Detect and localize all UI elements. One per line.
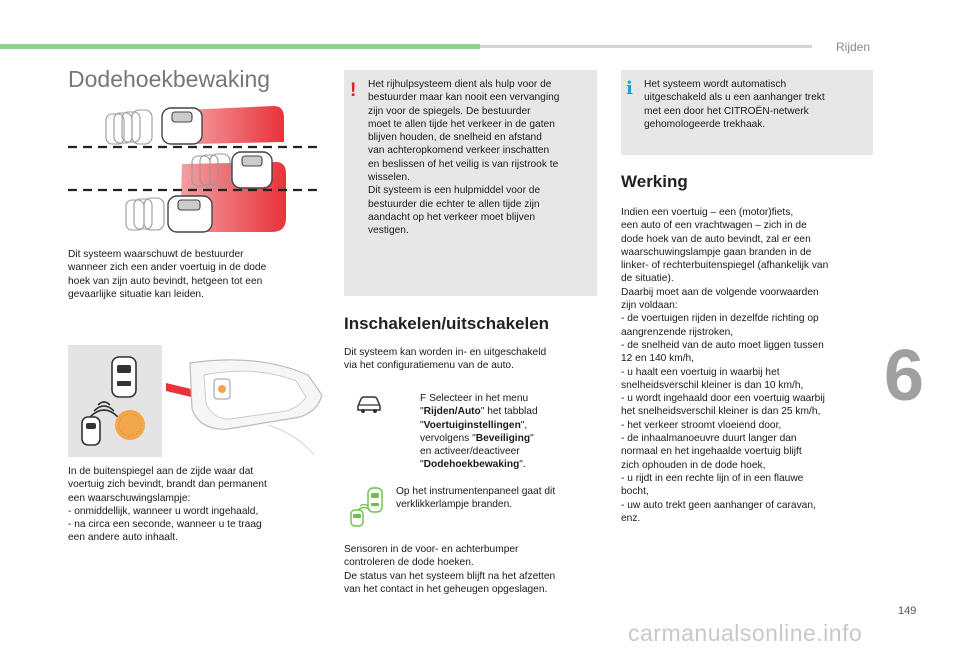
heading-werking: Werking	[621, 172, 688, 191]
submenu-name: Beveiliging	[475, 432, 531, 444]
blind-spot-illustration	[64, 100, 326, 240]
step-text-7: ".	[519, 459, 526, 471]
step-text-6: en activeer/deactiveer	[420, 446, 520, 458]
watermark: carmanualsonline.info	[628, 620, 863, 646]
info-icon: i	[626, 78, 633, 99]
step-text-5: "	[530, 432, 534, 444]
header-divider	[480, 45, 812, 48]
inschakelen-intro: Dit systeem kan worden in- en uitgeschakeld via het configuratiemenu van de auto.	[344, 347, 547, 372]
indicator-lamp-icon	[348, 486, 388, 528]
step-text-4: vervolgens "	[420, 432, 476, 444]
intro-paragraph: Dit systeem waarschuwt de bestuurder wanneer zich een ander voertuig in de dode hoek van zijn auto bevindt, hetgeen tot een gevaarlijke situatie kan leiden.	[68, 249, 267, 300]
mirror-lamp-illustration	[68, 345, 326, 457]
car-icon	[354, 394, 384, 414]
car-bottom	[126, 196, 212, 232]
warning-text: Het rijhulpsysteem dient als hulp voor de bestuurder maar kan nooit een vervanging zijn voor de spiegels. De bestuurder moet te allen tijde het verkeer in de gaten blijven houden, de snelheid en afstand van achteropkomend verkeer inschatten en beslissen of het veilig is van rijstrook te wisselen. Dit systeem is een hulpmiddel voor de bestuurder die echter te allen tijde zijn aandacht op het verkeer moet blijven vestigen.	[368, 79, 560, 237]
feature-name: Dodehoekbewaking	[423, 459, 520, 471]
step-bullet: F	[420, 393, 427, 404]
car-top	[106, 108, 202, 144]
header-accent-bar	[0, 44, 480, 49]
mirror-paragraph: In de buitenspiegel aan de zijde waar dat voertuig zich bevindt, brandt dan permanent een waarschuwingslampje: - onmiddellijk, wanneer u wordt ingehaald, - na circa een seconde, wanneer u te traag een andere auto inhaalt.	[68, 466, 267, 544]
info-text: Het systeem wordt automatisch uitgeschakeld als u een aanhanger trekt met een door het CITROËN-netwerk gehomologeerde trekhaak.	[644, 79, 825, 130]
step-select-menu: F Selecteer in het menu "Rijden/Auto" het tabblad "Voertuiginstellingen", vervolgens "Beveiliging" en activeer/deactiveer "Dodehoekbewaking".	[420, 393, 538, 471]
werking-paragraph: Indien een voertuig – een (motor)fiets, een auto of een vrachtwagen – zich in de dode hoek van de auto bevindt, zal er een waarschuwingslampje gaan branden in de linker- of rechterbuitenspiegel (afhankelijk van de situatie). Daarbij moet aan de volgende voorwaarden zijn voldaan: - de voertuigen rijden in dezelfde richting op aangrenzende rijstroken, - de snelheid van de auto moet liggen tussen 12 en 140 km/h, - u haalt een voertuig in waarbij het snelheidsverschil kleiner is dan 10 km/h, - u wordt ingehaald door een voertuig waarbij het snelheidsverschil kleiner is dan 25 km/h, - het verkeer stroomt vloeiend door, - de inhaalmanoeuvre duurt langer dan normaal en het ingehaalde voertuig blijft zich ophouden in de dode hoek, - u rijdt in een rechte lijn of in een flauwe bocht, - uw auto trekt geen aanhanger of caravan, enz.	[621, 207, 829, 524]
step-text-2: " het tabblad	[480, 406, 538, 418]
sensors-paragraph: Sensoren in de voor- en achterbumper controleren de dode hoeken. De status van het systeem blijft na het afzetten van het contact in het geheugen opgeslagen.	[344, 544, 556, 595]
step-text-1: Selecteer in het menu	[429, 393, 529, 404]
page-title: Dodehoekbewaking	[68, 66, 271, 92]
step-text-3: ",	[520, 419, 528, 431]
lamp-paragraph: Op het instrumentenpaneel gaat dit verklikkerlampje branden.	[396, 486, 556, 511]
chapter-number: 6	[884, 336, 925, 416]
menu-name: Rijden/Auto	[423, 406, 481, 418]
page-number: 149	[898, 605, 917, 617]
warning-icon: !	[350, 80, 357, 101]
section-label: Rijden	[836, 40, 871, 54]
tab-name: Voertuiginstellingen	[423, 419, 521, 431]
heading-inschakelen: Inschakelen/uitschakelen	[344, 314, 550, 333]
